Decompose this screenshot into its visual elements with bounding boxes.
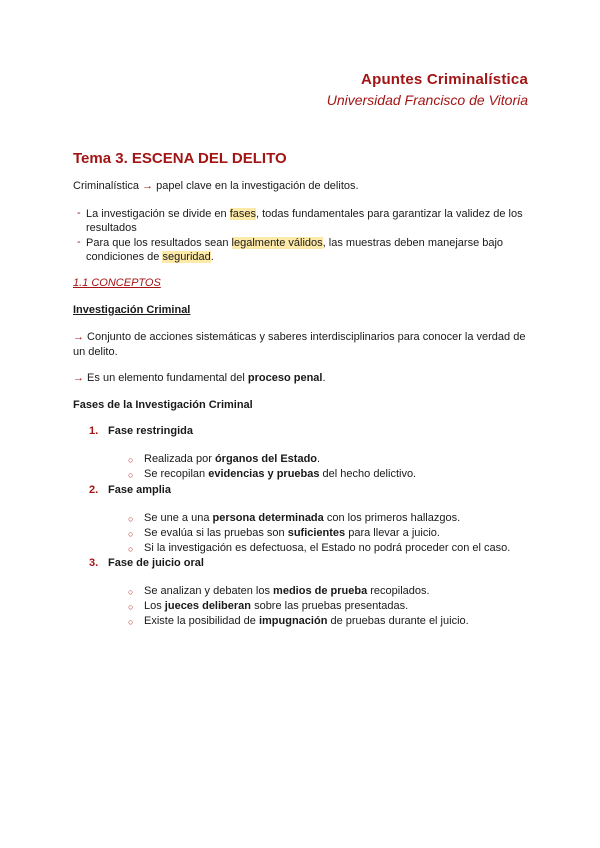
bullet-item xyxy=(86,236,531,264)
paragraph xyxy=(73,371,528,386)
list-item xyxy=(144,585,430,597)
paragraph-post: . xyxy=(322,372,326,384)
item-bold: evidencias y pruebas xyxy=(208,468,320,480)
arrow-icon: → xyxy=(73,331,84,343)
paragraph-text: Conjunto de acciones sistemáticas y saberes interdisciplinarios para conocer la verdad de un delito. xyxy=(73,331,526,358)
paragraph-pre: Es un elemento fundamental del xyxy=(84,372,248,384)
item-post: . xyxy=(317,453,321,465)
circle-bullet-icon: ○ xyxy=(128,529,134,539)
header-subtitle: Universidad Francisco de Vitoria xyxy=(326,92,528,108)
item-bold: órganos del Estado xyxy=(214,453,318,465)
item-pre: Se recopilan xyxy=(144,468,209,480)
bullet-post: , todas fundamentales para garantizar la validez de los resultados xyxy=(86,208,523,234)
item-bold: persona determinada xyxy=(212,512,324,524)
list-item xyxy=(144,527,440,539)
list-item xyxy=(144,512,460,524)
intro-post: papel clave en la investigación de delitos. xyxy=(153,180,359,192)
item-post: con los primeros hallazgos. xyxy=(323,512,461,524)
list-item xyxy=(144,468,416,480)
circle-bullet-icon: ○ xyxy=(128,455,134,465)
phases-heading: Fases de la Investigación Criminal xyxy=(73,399,253,411)
paragraph xyxy=(73,330,528,360)
phase-number: 2. xyxy=(89,484,99,496)
intro-line xyxy=(73,179,359,193)
item-pre: Se evalúa si las pruebas son xyxy=(144,527,288,539)
item-pre: Realizada por xyxy=(144,453,215,465)
item-pre: Se une a una xyxy=(144,512,213,524)
bullet-post: . xyxy=(210,251,214,263)
item-post: de pruebas durante el juicio. xyxy=(327,615,469,627)
arrow-icon: → xyxy=(142,180,154,192)
phase-number: 3. xyxy=(89,557,99,569)
item-pre: Se analizan y debaten los xyxy=(144,585,274,597)
list-item xyxy=(144,615,469,627)
circle-bullet-icon: ○ xyxy=(128,602,134,612)
highlighted-term: legalmente válidos xyxy=(231,237,323,249)
item-post: del hecho delictivo. xyxy=(319,468,417,480)
phase-title: Fase restringida xyxy=(108,425,193,437)
phase-title: Fase de juicio oral xyxy=(108,557,204,569)
item-bold: jueces deliberan xyxy=(164,600,252,612)
list-item xyxy=(144,542,510,554)
item-post: para llevar a juicio. xyxy=(345,527,440,539)
item-post: sobre las pruebas presentadas. xyxy=(251,600,409,612)
header-title: Apuntes Criminalística xyxy=(361,71,528,88)
circle-bullet-icon: ○ xyxy=(128,514,134,524)
item-bold: suficientes xyxy=(287,527,346,539)
circle-bullet-icon: ○ xyxy=(128,470,134,480)
list-item xyxy=(144,600,408,612)
highlighted-term: seguridad xyxy=(162,251,211,263)
bullet-mid: , las muestras deben manejarse bajo condiciones de xyxy=(86,237,504,263)
circle-bullet-icon: ○ xyxy=(128,544,134,554)
list-item xyxy=(144,453,320,465)
subsection-heading: Investigación Criminal xyxy=(73,304,191,316)
bullet-item xyxy=(86,207,536,235)
item-bold: medios de prueba xyxy=(273,585,368,597)
dash-bullet: - xyxy=(77,207,81,219)
paragraph-bold: proceso penal xyxy=(247,372,323,384)
circle-bullet-icon: ○ xyxy=(128,617,134,627)
circle-bullet-icon: ○ xyxy=(128,587,134,597)
section-heading: 1.1 CONCEPTOS xyxy=(73,277,161,289)
bullet-pre: La investigación se divide en xyxy=(86,208,230,220)
phase-title: Fase amplia xyxy=(108,484,171,496)
bullet-pre: Para que los resultados sean xyxy=(86,237,232,249)
item-pre: Existe la posibilidad de xyxy=(144,615,259,627)
phase-number: 1. xyxy=(89,425,99,437)
highlighted-term: fases xyxy=(229,208,257,220)
topic-title: Tema 3. ESCENA DEL DELITO xyxy=(73,150,287,167)
arrow-icon: → xyxy=(73,372,84,384)
item-pre: Los xyxy=(144,600,165,612)
dash-bullet: - xyxy=(77,236,81,248)
item-bold: impugnación xyxy=(258,615,328,627)
item-post: recopilados. xyxy=(367,585,430,597)
intro-pre: Criminalística xyxy=(73,180,140,192)
item-pre: Si la investigación es defectuosa, el Estado no podrá proceder con el caso. xyxy=(144,542,511,554)
